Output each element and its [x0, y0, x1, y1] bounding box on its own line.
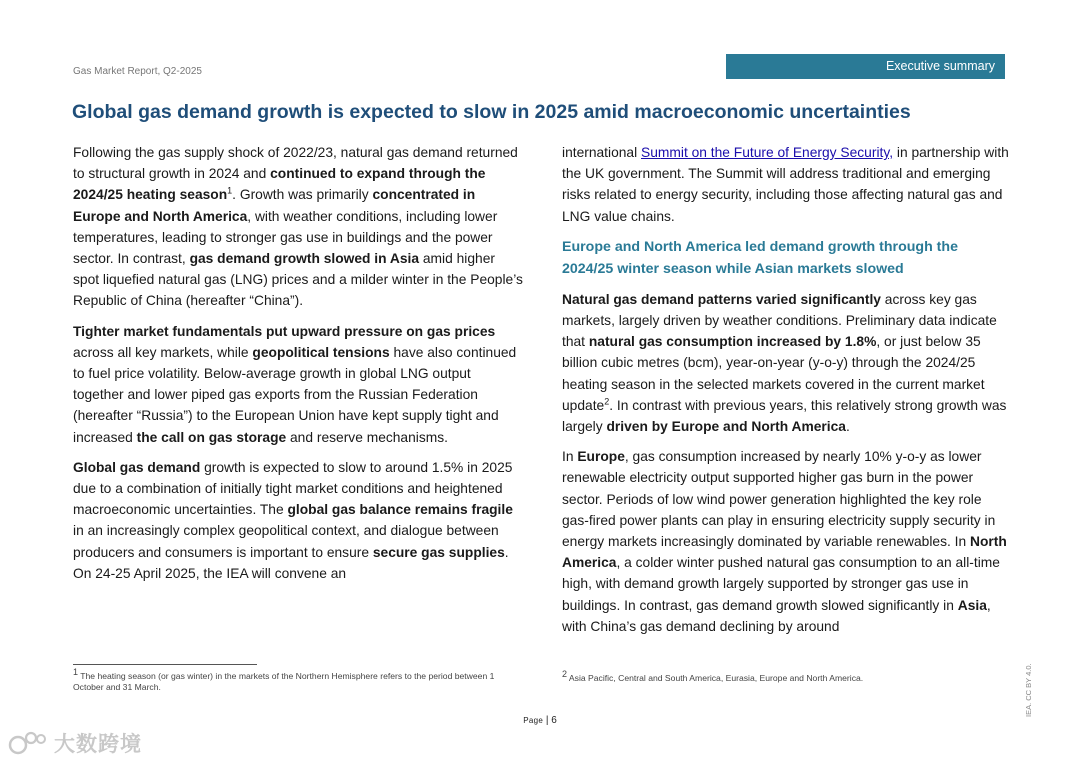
bold-run: driven by Europe and North America — [606, 419, 846, 435]
text-run: . On 24-25 April 2025, the IEA will convene an — [73, 544, 509, 581]
bold-run: Natural gas demand patterns varied significantly — [562, 291, 881, 307]
text-run: , a colder winter pushed natural gas consumption to an all-time high, with demand growth largely supported by stronger gas use in buildings. In contrast, gas demand growth slowed significantly in — [562, 555, 1000, 613]
bold-run: concentrated in Europe and North America — [73, 187, 476, 224]
bold-run: secure gas supplies — [372, 544, 505, 560]
summit-link[interactable]: Summit on the Future of Energy Security, — [641, 145, 894, 160]
text-run: across all key markets, while — [73, 344, 253, 360]
text-run: growth is expected to slow to around 1.5% in 2025 due to a combination of initially tight market conditions and heightened macroeconomic uncertainties. The — [73, 459, 513, 518]
footnote-2 — [562, 669, 982, 684]
report-title: Gas Market Report, Q2-2025 — [73, 66, 202, 77]
text-run: international — [562, 145, 642, 160]
text-run: , or just below 35 billion cubic metres (bcm), year-on-year (y-o-y) through the 2024/25 heating season in the selected markets covered in the current market update — [562, 334, 985, 413]
footnote-number: 1 — [73, 667, 79, 678]
footnote-text: The heating season (or gas winter) in the markets of the Northern Hemisphere refers to the period between 1 October and 31 March. — [73, 671, 495, 692]
watermark-text: 大数跨境 — [54, 733, 142, 756]
right-column — [562, 142, 1012, 646]
watermark — [8, 728, 142, 758]
footnote-number: 2 — [562, 669, 568, 680]
page-separator: | — [543, 715, 552, 726]
text-run: , gas consumption increased by nearly 10% y-o-y as lower renewable electricity output supported higher gas burn in the power sector. Periods of low wind power generation highlighted the key role gas-fired power plants can play in ensuring electricity supply security in energy markets increasingly dominated by variable renewables. In — [562, 449, 996, 550]
license-note: IEA. CC BY 4.0. — [1024, 663, 1033, 717]
text-run: , with China’s gas demand declining by around — [562, 597, 991, 634]
section-badge: Executive summary — [726, 54, 1005, 79]
paragraph-supply-shock — [73, 142, 523, 312]
text-run: across key gas markets, largely driven by weather conditions. Preliminary data indicate that — [562, 291, 997, 350]
text-run: in an increasingly complex geopolitical context, and dialogue between producers and consumers is important to ensure — [73, 523, 499, 560]
text-run: and reserve mechanisms. — [286, 429, 448, 445]
footnote-text: Asia Pacific, Central and South America, Eurasia, Europe and North America. — [567, 673, 864, 683]
footnote-ref-2[interactable]: 2 — [604, 396, 610, 407]
bold-run: Global gas demand — [73, 459, 201, 475]
text-run: . — [845, 419, 850, 435]
bold-run: Tighter market fundamentals put upward pressure on gas prices — [73, 323, 496, 339]
text-run: amid higher spot liquefied natural gas (LNG) prices and a milder winter in the People’s Republic of China (hereafter “China”). — [73, 251, 523, 309]
paragraph-demand-patterns — [562, 289, 1012, 437]
text-run: Following the gas supply shock of 2022/23, natural gas demand returned to structural growth in 2024 and — [73, 145, 518, 182]
page-number — [0, 715, 1080, 726]
bold-run: gas demand growth slowed in Asia — [189, 251, 420, 267]
bold-run: Asia — [957, 597, 987, 613]
footnote-divider — [73, 664, 257, 665]
text-run: . Growth was primarily — [232, 187, 373, 203]
bold-run: Europe — [577, 449, 625, 465]
bold-run: North America — [562, 534, 1007, 571]
text-run: have also continued to fuel price volatility. Below-average growth in global LNG output together and lower piped gas exports from the Russian Federation (hereafter “Russia”) to the European Union have kept supply tight and increased — [73, 344, 517, 445]
paragraph-regional-demand — [562, 446, 1012, 637]
bold-run: the call on gas storage — [136, 429, 287, 445]
bold-run: continued to expand through the 2024/25 heating season — [73, 166, 486, 203]
paragraph-summit — [562, 142, 1012, 227]
bold-run: natural gas consumption increased by 1.8% — [588, 334, 877, 350]
page-label: Page — [523, 716, 544, 725]
text-run: in partnership with the UK government. The Summit will address traditional and emerging risks related to energy security, including those affecting natural gas and LNG value chains. — [562, 145, 1009, 224]
bold-run: geopolitical tensions — [252, 344, 390, 360]
text-run: , with weather conditions, including lower temperatures, leading to stronger gas use in buildings and the power sector. In contrast, — [73, 208, 498, 267]
section-subheading: Europe and North America led demand growth through the 2024/25 winter season while Asian markets slowed — [562, 238, 958, 277]
page-number-value: 6 — [551, 715, 557, 726]
footnote-ref-1[interactable]: 1 — [227, 185, 233, 196]
text-run: . In contrast with previous years, this relatively strong growth was largely — [562, 397, 1007, 435]
footnote-1 — [73, 667, 523, 693]
left-column — [73, 142, 523, 593]
text-run: In — [562, 449, 578, 465]
page-title: Global gas demand growth is expected to slow in 2025 amid macroeconomic uncertainties — [72, 101, 911, 123]
paragraph-market-fundamentals — [73, 321, 523, 448]
paragraph-global-demand — [73, 457, 523, 584]
watermark-logo-icon — [8, 730, 48, 756]
bold-run: global gas balance remains fragile — [287, 502, 513, 518]
